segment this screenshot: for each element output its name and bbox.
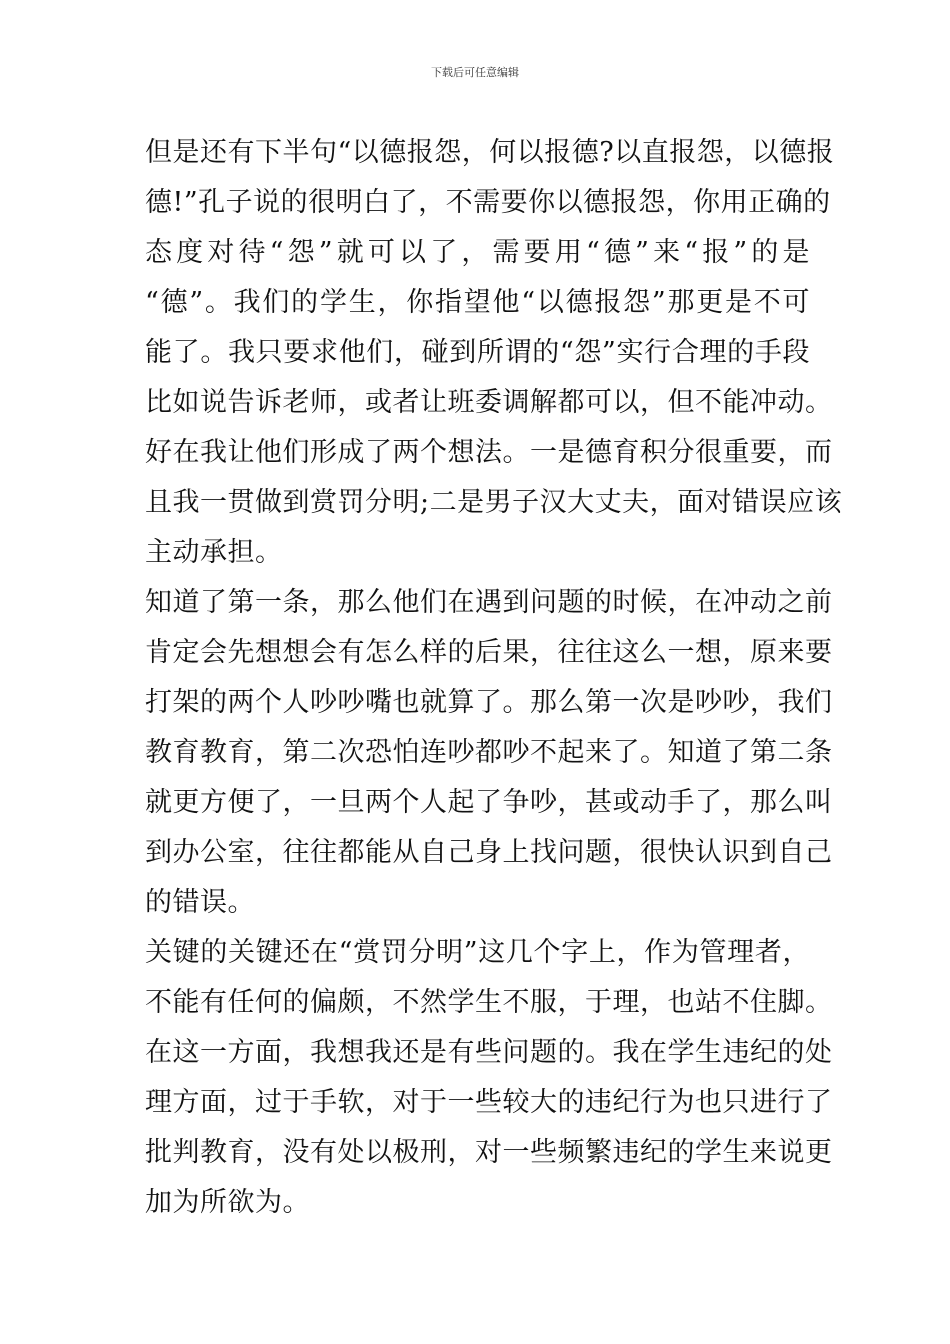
text-line: 知道了第一条，那么他们在遇到问题的时候，在冲动之前 (145, 587, 833, 618)
text-line: 加为所欲为。 (145, 1187, 310, 1218)
text-line: 教育教育，第二次恐怕连吵都吵不起来了。知道了第二条 (145, 737, 833, 768)
text-line: 到办公室，往往都能从自己身上找问题，很快认识到自己 (145, 837, 833, 868)
text-line: 肯定会先想想会有怎么样的后果，往往这么一想，原来要 (145, 637, 833, 668)
paragraph-1 (145, 128, 835, 428)
header-note: 下载后可任意编辑 (431, 66, 519, 79)
document-body (145, 128, 843, 1228)
text-line: 理方面，过于手软，对于一些较大的违纪行为也只进行了 (145, 1087, 833, 1118)
text-line: 态度对待“怨”就可以了，需要用“德”来“报”的是 (145, 237, 810, 268)
text-line: “德”。我们的学生，你指望他“以德报怨”那更是不可 (145, 287, 810, 318)
text-line: 能了。我只要求他们，碰到所谓的“怨”实行合理的手段 (145, 337, 810, 368)
text-line: 不能有任何的偏颇，不然学生不服，于理，也站不住脚。 (145, 987, 833, 1018)
paragraph-2 (145, 428, 843, 578)
text-line: 好在我让他们形成了两个想法。一是德育积分很重要，而 (145, 437, 833, 468)
text-line: 批判教育，没有处以极刑，对一些频繁违纪的学生来说更 (145, 1137, 833, 1168)
text-line: 在这一方面，我想我还是有些问题的。我在学生违纪的处 (145, 1037, 833, 1068)
text-line: 关键的关键还在“赏罚分明”这几个字上，作为管理者， (145, 937, 810, 968)
text-line: 主动承担。 (145, 537, 283, 568)
text-line: 且我一贯做到赏罚分明;二是男子汉大丈夫，面对错误应该 (145, 487, 843, 518)
text-line: 比如说告诉老师，或者让班委调解都可以，但不能冲动。 (145, 387, 833, 418)
text-line: 德!”孔子说的很明白了，不需要你以德报怨，你用正确的 (145, 187, 831, 218)
text-line: 打架的两个人吵吵嘴也就算了。那么第一次是吵吵，我们 (145, 687, 833, 718)
paragraph-3 (145, 578, 833, 928)
text-line: 的错误。 (145, 887, 255, 918)
text-line: 但是还有下半句“以德报怨，何以报德?以直报怨，以德报 (145, 137, 835, 168)
text-line: 就更方便了，一旦两个人起了争吵，甚或动手了，那么叫 (145, 787, 833, 818)
paragraph-4 (145, 928, 833, 1228)
